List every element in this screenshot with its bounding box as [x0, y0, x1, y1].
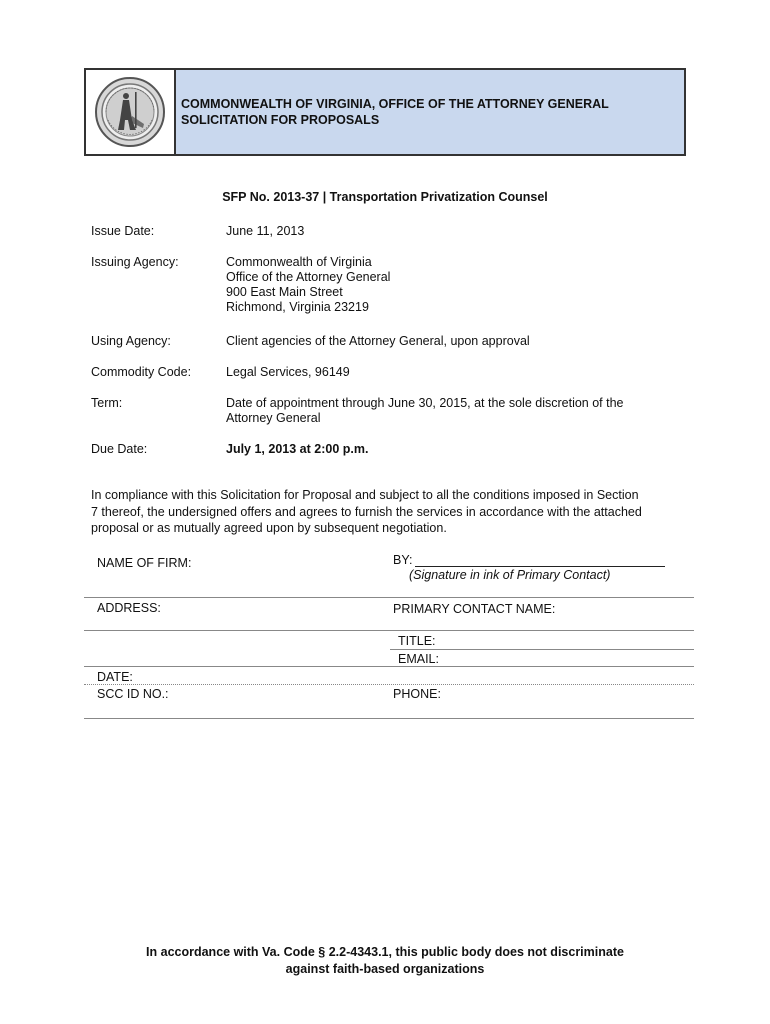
sfp-title: SFP No. 2013-37 | Transportation Privatization Counsel — [222, 190, 548, 204]
footer-line1: In accordance with Va. Code § 2.2-4343.1, this public body does not discriminate — [146, 945, 624, 959]
signature-line[interactable] — [415, 566, 665, 567]
email-label: EMAIL: — [398, 652, 439, 666]
compliance-line: In compliance with this Solicitation for Proposal and subject to all the conditions imposed in Section — [91, 488, 639, 502]
header-title — [176, 70, 684, 154]
address-label: ADDRESS: — [97, 601, 161, 615]
divider — [84, 630, 694, 631]
compliance-line: proposal or as mutually agreed upon by subsequent negotiation. — [91, 521, 447, 535]
date-label: DATE: — [97, 670, 133, 684]
commodity-code-value: Legal Services, 96149 — [226, 365, 350, 379]
commodity-code-label: Commodity Code: — [91, 365, 192, 379]
due-date-label: Due Date: — [91, 442, 148, 456]
issue-date-value: June 11, 2013 — [226, 224, 305, 238]
compliance-paragraph — [91, 487, 671, 537]
name-of-firm-label: NAME OF FIRM: — [97, 556, 192, 570]
divider — [84, 597, 694, 598]
issue-date-label: Issue Date: — [91, 224, 155, 238]
term-value — [226, 396, 666, 426]
signature-note: (Signature in ink of Primary Contact) — [409, 568, 611, 582]
phone-label: PHONE: — [393, 687, 441, 701]
footer-line2: against faith-based organizations — [285, 962, 485, 976]
issuing-agency-line: Commonwealth of Virginia — [226, 255, 372, 269]
divider — [84, 718, 694, 719]
by-label-text: BY: — [393, 553, 413, 567]
issuing-agency-line: 900 East Main Street — [226, 285, 343, 299]
header-title-line2: SOLICITATION FOR PROPOSALS — [181, 113, 380, 127]
issuing-agency-line: Office of the Attorney General — [226, 270, 391, 284]
divider — [390, 649, 694, 650]
header-title-line1: COMMONWEALTH OF VIRGINIA, OFFICE OF THE ATTORNEY GENERAL — [181, 97, 609, 111]
footer-notice — [0, 944, 770, 978]
issuing-agency-label: Issuing Agency: — [91, 255, 179, 269]
seal-cell — [86, 70, 176, 154]
by-label — [393, 553, 412, 567]
document-header — [84, 68, 686, 156]
compliance-line: 7 thereof, the undersigned offers and agrees to furnish the services in accordance with the attached — [91, 504, 642, 519]
due-date-value: July 1, 2013 at 2:00 p.m. — [226, 442, 369, 456]
term-line: Date of appointment through June 30, 2015, at the sole discretion of the — [226, 396, 624, 410]
primary-contact-label: PRIMARY CONTACT NAME: — [393, 602, 556, 616]
divider — [84, 666, 694, 667]
using-agency-label: Using Agency: — [91, 334, 171, 348]
virginia-seal-icon — [94, 76, 166, 148]
using-agency-value: Client agencies of the Attorney General, upon approval — [226, 334, 530, 348]
scc-id-label: SCC ID NO.: — [97, 687, 169, 701]
issuing-agency-value — [226, 255, 666, 315]
term-label: Term: — [91, 396, 123, 410]
title-label: TITLE: — [398, 634, 436, 648]
term-line: Attorney General — [226, 411, 321, 425]
issuing-agency-line: Richmond, Virginia 23219 — [226, 300, 369, 314]
divider — [84, 684, 694, 685]
